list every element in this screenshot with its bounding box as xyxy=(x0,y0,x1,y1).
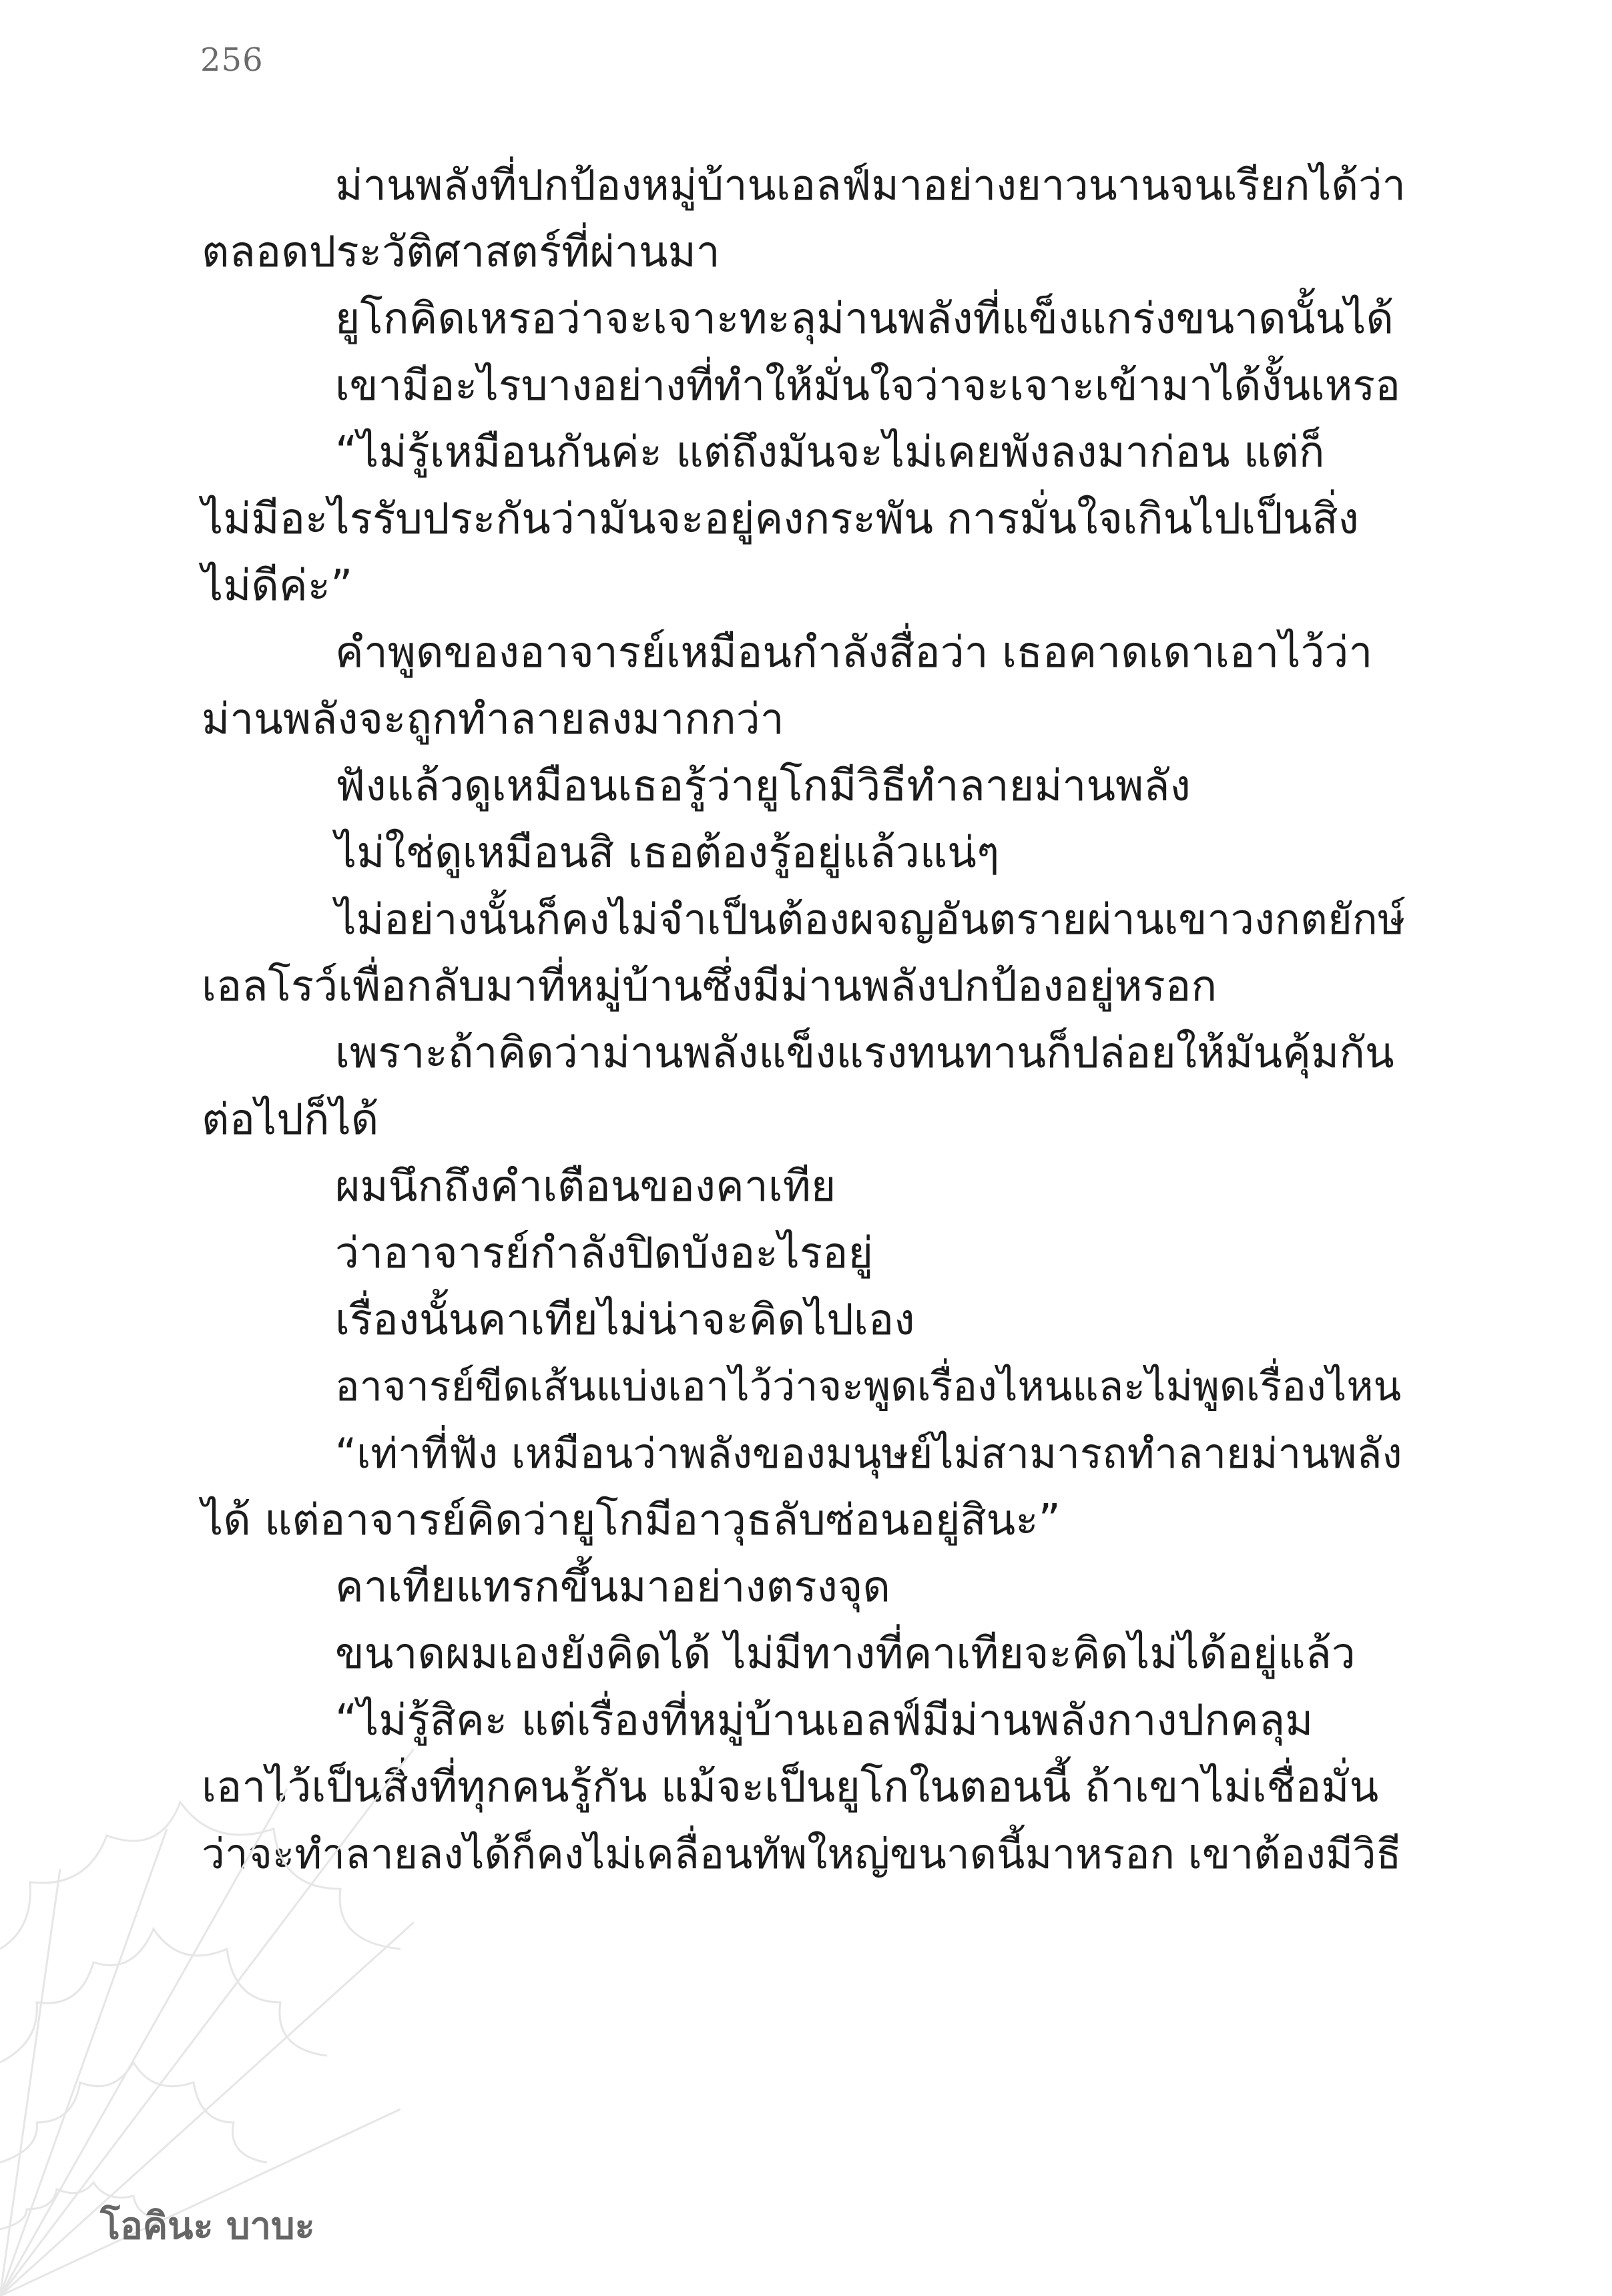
text-line: “เท่าที่ฟัง เหมือนว่าพลังของมนุษย์ไม่สามารถทำลายม่านพลัง xyxy=(335,1429,1402,1478)
text-line: ม่านพลังที่ปกป้องหมู่บ้านเอลฟ์มาอย่างยาวนานจนเรียกได้ว่า xyxy=(335,161,1406,210)
text-line: คาเทียแทรกขึ้นมาอย่างตรงจุด xyxy=(335,1562,890,1612)
text-line: ต่อไปก็ได้ xyxy=(202,1095,379,1145)
text-line: ตลอดประวัติศาสตร์ที่ผ่านมา xyxy=(202,228,720,277)
text-line: “ไม่รู้สิคะ แต่เรื่องที่หมู่บ้านเอลฟ์มีม่านพลังกางปกคลุม xyxy=(335,1696,1314,1745)
text-line: ฟังแล้วดูเหมือนเธอรู้ว่ายูโกมีวิธีทำลายม่านพลัง xyxy=(335,762,1191,811)
text-line: เขามีอะไรบางอย่างที่ทำให้มั่นใจว่าจะเจาะเข้ามาได้งั้นเหรอ xyxy=(335,361,1400,410)
body-text xyxy=(202,152,1408,1888)
text-line: ว่าจะทำลายลงได้ก็คงไม่เคลื่อนทัพใหญ่ขนาดนี้มาหรอก เขาต้องมีวิธี xyxy=(202,1829,1402,1878)
text-line: ยูโกคิดเหรอว่าจะเจาะทะลุม่านพลังที่แข็งแกร่งขนาดนั้นได้ xyxy=(335,294,1394,344)
text-line: เอาไว้เป็นสิ่งที่ทุกคนรู้กัน แม้จะเป็นยูโกในตอนนี้ ถ้าเขาไม่เชื่อมั่น xyxy=(202,1763,1379,1812)
text-line: ไม่ดีค่ะ” xyxy=(202,561,353,611)
text-line: คำพูดของอาจารย์เหมือนกำลังสื่อว่า เธอคาดเดาเอาไว้ว่า xyxy=(335,628,1373,677)
text-line: ไม่ใช่ดูเหมือนสิ เธอต้องรู้อยู่แล้วแน่ๆ xyxy=(335,828,1000,878)
text-line: ม่านพลังจะถูกทำลายลงมากกว่า xyxy=(202,695,784,744)
text-line: เพราะถ้าคิดว่าม่านพลังแข็งแรงทนทานก็ปล่อยให้มันคุ้มกัน xyxy=(335,1029,1394,1078)
text-line: ว่าอาจารย์กำลังปิดบังอะไรอยู่ xyxy=(335,1229,874,1278)
page-number: 256 xyxy=(200,41,264,79)
text-line: ได้ แต่อาจารย์คิดว่ายูโกมีอาวุธลับซ่อนอยู่สินะ” xyxy=(202,1496,1061,1545)
text-line: เรื่องนั้นคาเทียไม่น่าจะคิดไปเอง xyxy=(335,1296,915,1345)
text-line: ไม่อย่างนั้นก็คงไม่จำเป็นต้องผจญอันตรายผ่านเขาวงกตยักษ์ xyxy=(335,895,1406,944)
text-line: ไม่มีอะไรรับประกันว่ามันจะอยู่คงกระพัน การมั่นใจเกินไปเป็นสิ่ง xyxy=(202,495,1359,544)
text-line: ผมนึกถึงคำเตือนของคาเทีย xyxy=(335,1162,836,1211)
author-name: โอคินะ บาบะ xyxy=(100,2205,315,2248)
text-line: อาจารย์ขีดเส้นแบ่งเอาไว้ว่าจะพูดเรื่องไหนและไม่พูดเรื่องไหน xyxy=(335,1363,1402,1410)
text-line: ขนาดผมเองยังคิดได้ ไม่มีทางที่คาเทียจะคิดไม่ได้อยู่แล้ว xyxy=(335,1629,1356,1679)
text-line: “ไม่รู้เหมือนกันค่ะ แต่ถึงมันจะไม่เคยพังลงมาก่อน แต่ก็ xyxy=(335,428,1325,477)
text-line: เอลโรว์เพื่อกลับมาที่หมู่บ้านซึ่งมีม่านพลังปกป้องอยู่หรอก xyxy=(202,962,1218,1011)
